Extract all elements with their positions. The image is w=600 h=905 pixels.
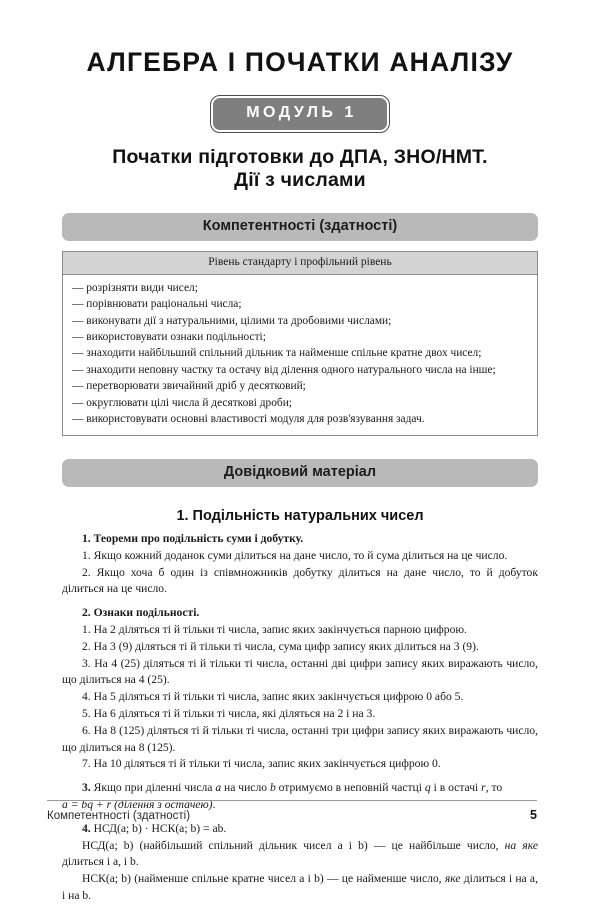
reference-body xyxy=(62,531,538,905)
block4-number: 4. xyxy=(82,821,91,835)
block3-note: (ділення з остачею) xyxy=(114,797,213,811)
footer-page-number: 5 xyxy=(530,808,537,822)
block1-rule-2: 2. Якщо хоча б один із співмножників добутку ділиться на дане число, то й добуток ділиться на це число. xyxy=(62,565,538,596)
block4-lcm-lead: НСК(a; b) (найменше спільне кратне чисел a і b) — це найменше число, xyxy=(82,872,442,886)
block4-lcm-italic: яке xyxy=(444,872,461,886)
block3-var-a: a xyxy=(215,781,222,795)
block2-rule-6: 6. На 8 (125) діляться ті й тільки ті числа, останні три цифри запису яких виражають число, що ділиться на 8 (125). xyxy=(62,723,538,754)
footer-label: Компетентності (здатності) xyxy=(47,810,191,822)
list-item: — знаходити неповну частку та остачу від ділення одного натурального числа на інше; xyxy=(72,363,496,376)
block2-rule-2: 2. На 3 (9) діляться ті й тільки ті числа, сума цифр запису яких ділиться на 3 (9). xyxy=(82,639,479,653)
reference-material-band: Довідковий матеріал xyxy=(62,459,538,487)
section-heading: 1. Подільність натуральних чисел xyxy=(176,507,424,524)
list-item: — розрізняти види чисел; xyxy=(72,281,198,294)
block2-rule-5: 5. На 6 діляться ті й тільки ті числа, які діляться на 2 і на 3. xyxy=(82,706,376,720)
subtitle-line-2: Дії з числами xyxy=(234,169,366,192)
list-item: — перетворювати звичайний дріб у десятковий; xyxy=(72,380,306,393)
block3-text-b: на число xyxy=(224,781,268,795)
block2-rule-4: 4. На 5 діляться ті й тільки ті числа, запис яких закінчується цифрою 0 або 5. xyxy=(82,690,464,704)
block4-gcd-italic: на яке xyxy=(504,838,538,852)
list-item: — знаходити найбільший спільний дільник та найменше спільне кратне двох чисел; xyxy=(72,347,482,360)
module-badge: МОДУЛЬ 1 xyxy=(211,96,389,131)
block2-title-text: 2. Ознаки подільності. xyxy=(82,606,200,620)
competencies-band: Компетентності (здатності) xyxy=(62,213,538,241)
competencies-table-header: Рівень стандарту і профільний рівень xyxy=(63,252,537,274)
block3-text-lead: Якщо при діленні числа xyxy=(93,781,213,795)
page-title: АЛГЕБРА І ПОЧАТКИ АНАЛІЗУ xyxy=(86,47,514,77)
block3-formula: a = bq + r xyxy=(62,797,112,811)
block4-gcd-definition xyxy=(62,838,538,872)
block3-var-b: b xyxy=(269,781,276,795)
block4-lcm-tail: ділиться і на a, і на b. xyxy=(62,872,538,902)
module-badge-container xyxy=(0,96,600,131)
block3-text-d: і в остачі xyxy=(433,781,479,795)
block4-gcd-lead: НСД(a; b) (найбільший спільний дільник чисел a і b) — це найбільше число, xyxy=(82,838,499,852)
block4-formula: НСД(a; b) · НСК(a; b) = ab. xyxy=(93,821,227,835)
block2-rule-3: 3. На 4 (25) діляться ті й тільки ті числа, останні дві цифри запису яких виражають число, що ділиться на 4 (25). xyxy=(62,656,538,687)
block2-rule-1: 1. На 2 діляться ті й тільки ті числа, запис яких закінчується парною цифрою. xyxy=(82,622,467,636)
block3-text-e: , то xyxy=(485,781,503,795)
block3-text-c: отримуємо в неповній частці xyxy=(278,781,422,795)
block4-formula-line xyxy=(62,821,538,838)
block3-var-q: q xyxy=(424,781,431,795)
block1-title xyxy=(62,531,538,548)
page-footer xyxy=(47,797,537,822)
block3-period: . xyxy=(212,797,216,811)
subtitle-line-1: Початки підготовки до ДПА, ЗНО/НМТ. xyxy=(112,145,488,168)
list-item: — використовувати основні властивості модуля для розв'язування задач. xyxy=(72,413,425,426)
page-subtitle xyxy=(40,146,560,194)
block4-gcd-tail: ділиться і a, і b. xyxy=(62,855,139,869)
block1-rule-1: 1. Якщо кожний доданок суми ділиться на дане число, то й сума ділиться на це число. xyxy=(82,548,508,562)
block2-rule-7: 7. На 10 діляться ті й тільки ті числа, запис яких закінчується цифрою 0. xyxy=(82,757,441,771)
block3-var-r: r xyxy=(481,781,486,795)
competencies-table xyxy=(62,251,538,435)
competencies-list xyxy=(63,275,537,435)
block4-lcm-definition xyxy=(62,871,538,905)
block3-number: 3. xyxy=(82,781,91,795)
list-item: — порівнювати раціональні числа; xyxy=(72,298,242,311)
list-item: — виконувати дії з натуральними, цілими та дробовими числами; xyxy=(72,314,392,327)
list-item: — використовувати ознаки подільності; xyxy=(72,331,266,344)
block1-title-text: 1. Теореми про подільність суми і добутку. xyxy=(82,531,304,545)
block2-title xyxy=(62,605,538,622)
list-item: — округлювати цілі числа й десяткові дроби; xyxy=(72,396,292,409)
